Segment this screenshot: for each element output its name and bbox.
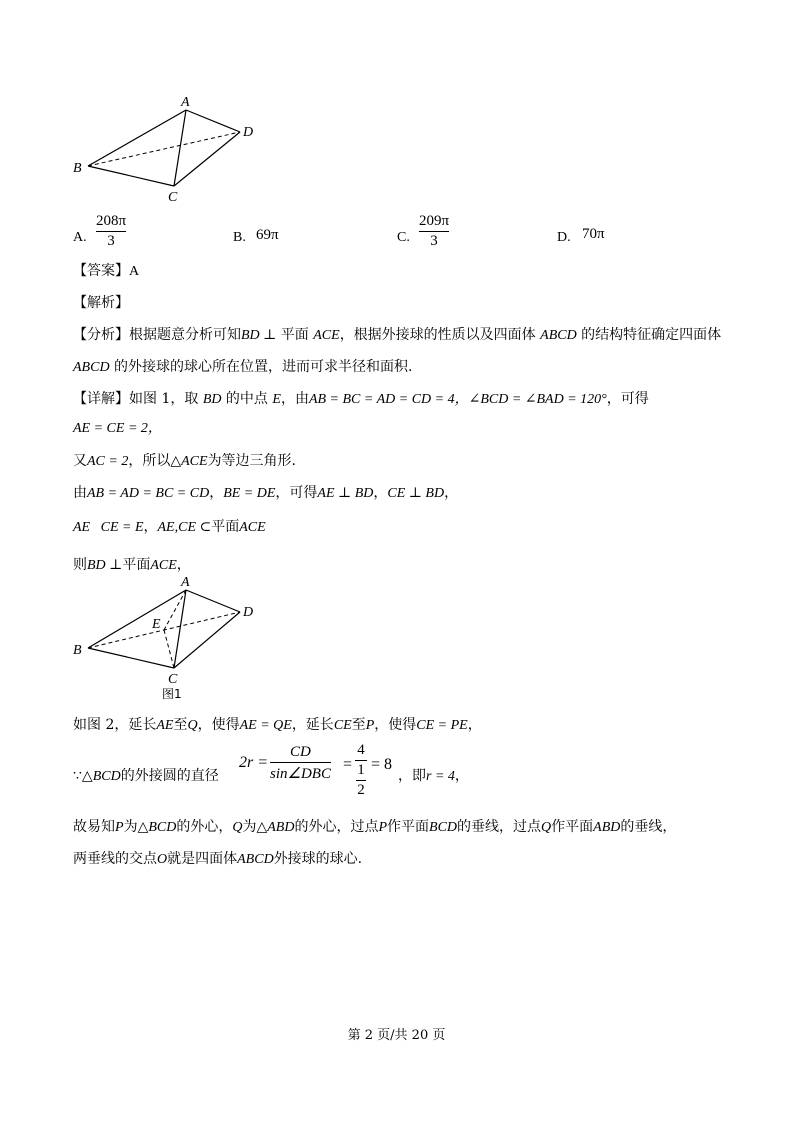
vertex-label-c: C [168, 190, 178, 205]
fig1-label-b: B [73, 643, 82, 658]
detail-line-6: 则BD ⊥平面ACE， [73, 557, 191, 573]
vertex-label-b: B [73, 161, 82, 176]
page-footer: 第 2 页/共 20 页 [347, 1028, 446, 1043]
detail-line-3: 又AC = 2，所以△ACE为等边三角形. [73, 453, 297, 469]
answer-tag: 【答案】 [73, 263, 129, 279]
figure-1 [66, 572, 266, 704]
detail-line-2: AE = CE = 2， [73, 421, 162, 436]
option-a-letter: A. [73, 230, 87, 245]
analysis-tag: 【解析】 [73, 295, 129, 311]
formula-cd-over-sin: CD sin∠DBC [270, 744, 331, 782]
option-a-fraction [96, 213, 126, 250]
fig2-line-1: 如图 2，延长AE至Q，使得AE = QE，延长CE至P，使得CE = PE， [73, 717, 482, 733]
tetrahedron-figure [66, 94, 266, 206]
option-c-letter: C. [397, 230, 410, 245]
fenxi-line-2: ABCD 的外接球的球心所在位置，进而可求半径和面积. [73, 359, 413, 375]
fig1-label-d: D [243, 605, 254, 620]
formula-eq1: = [343, 756, 353, 773]
option-c-fraction [419, 213, 449, 250]
formula-2r: 2r = [239, 754, 269, 771]
option-d-letter: D. [557, 230, 571, 245]
vertex-label-d: D [243, 125, 254, 140]
fig1-label-a: A [181, 575, 190, 590]
formula-4-over-half: 4 1 2 [355, 742, 367, 799]
option-d-value: 70π [582, 226, 605, 242]
fig1-caption: 图1 [162, 687, 182, 701]
option-a-denominator: 3 [107, 233, 115, 249]
option-c-numerator: 209π [419, 213, 450, 229]
fig1-label-e: E [152, 617, 161, 632]
fig2-line-3: 故易知P为△BCD的外心，Q为△ABD的外心，过点P作平面BCD的垂线，过点Q作平面ABD的垂线， [73, 819, 677, 835]
answer-value: A [129, 264, 140, 279]
fig1-label-c: C [168, 672, 178, 687]
fig2-line-4: 两垂线的交点O就是四面体ABCD外接球的球心. [73, 851, 363, 867]
formula-eq2: = 8 [371, 756, 393, 773]
fenxi-line-1: 【分析】根据题意分析可知BD ⊥ 平面 ACE，根据外接球的性质以及四面体 ABCD 的结构特征确定四面体 [73, 327, 722, 343]
option-b-letter: B. [233, 230, 246, 245]
option-b-value: 69π [256, 227, 279, 243]
detail-line-1: 【详解】如图 1，取 BD 的中点 E，由AB = BC = AD = CD = 4，∠BCD = ∠BAD = 120°，可得 [73, 391, 649, 407]
option-a-numerator: 208π [96, 213, 127, 229]
answer-line [73, 262, 139, 281]
option-c-denominator: 3 [430, 233, 438, 249]
detail-line-4: 由AB = AD = BC = CD，BE = DE，可得AE ⊥ BD，CE ⊥ BD， [73, 485, 459, 501]
detail-line-5: AE CE = E，AE,CE ⊂平面ACE [73, 519, 266, 535]
vertex-label-a: A [181, 95, 190, 110]
